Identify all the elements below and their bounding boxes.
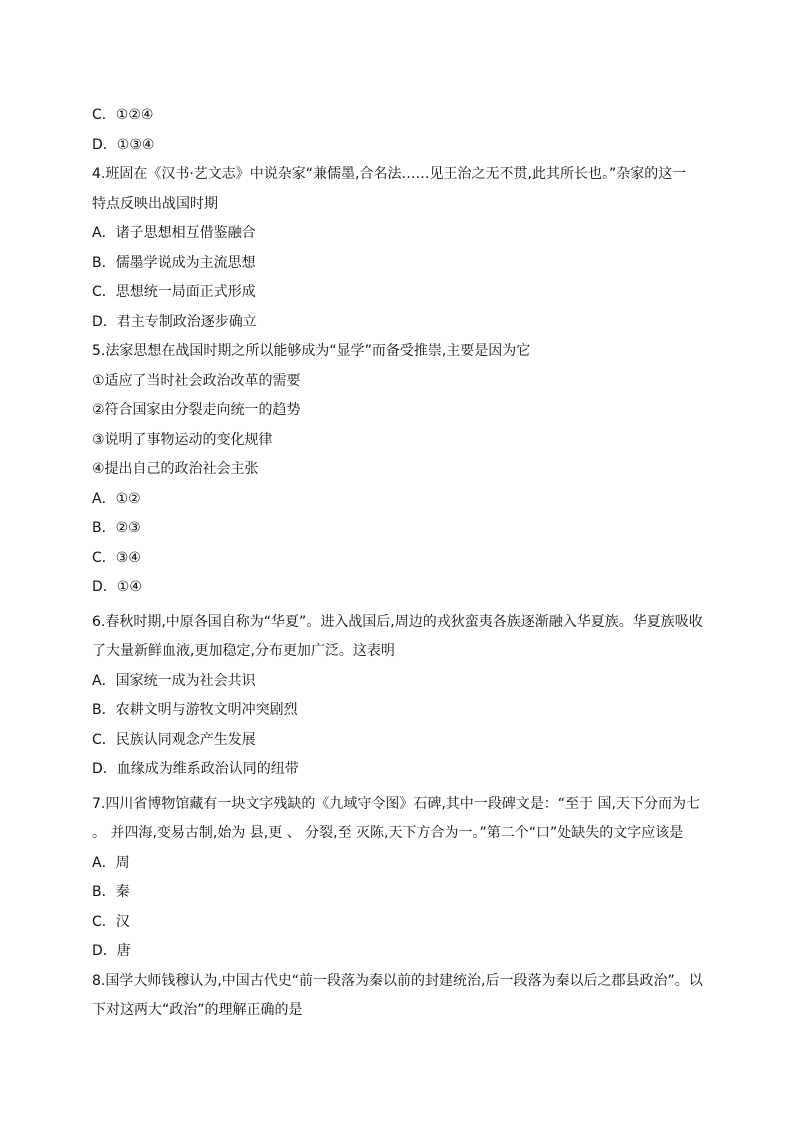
option-c: C．思想统一局面正式形成: [92, 284, 256, 300]
statement-4: ④提出自己的政治社会主张: [92, 461, 259, 477]
question-stem-line: 下对这两大“政治”的理解正确的是: [92, 1002, 303, 1018]
question-8: [92, 967, 702, 1026]
option-a: A．国家统一成为社会共识: [92, 672, 256, 689]
option-c: C．①②④: [92, 107, 154, 123]
statement-2: ②符合国家由分裂走向统一的趋势: [92, 402, 301, 418]
question-stem-line: 特点反映出战国时期: [92, 195, 218, 212]
option-d: D．唐: [92, 943, 131, 959]
question-stem-line: 了大量新鲜血液,更加稳定,分布更加广泛。这表明: [92, 643, 395, 659]
option-d: D．①③④: [92, 136, 155, 153]
statement-1: ①适应了当时社会政治改革的需要: [92, 372, 301, 389]
option-b: B．农耕文明与游牧文明冲突剧烈: [92, 702, 298, 718]
option-a: A．诸子思想相互借鉴融合: [92, 225, 256, 241]
question-7: [92, 790, 702, 967]
option-d: D．①④: [92, 579, 142, 595]
question-stem-line: 。 并四海,变易古制,始为 县,更 、 分裂,至 灭陈,天下方合为一。”第二个“口”处缺失的文字应该是: [92, 825, 684, 841]
question-stem-line: 5.法家思想在战国时期之所以能够成为“显学”而备受推崇,主要是因为它: [92, 343, 531, 359]
option-c: C．民族认同观念产生发展: [92, 731, 256, 748]
option-d: D．血缘成为维系政治认同的纽带: [92, 761, 299, 777]
option-a: A．①②: [92, 490, 141, 507]
option-b: B．儒墨学说成为主流思想: [92, 254, 256, 271]
question-stem-line: 7.四川省博物馆藏有一块文字残缺的《九域守令图》石碑,其中一段碑文是：“至于 国,天下分而为七: [92, 795, 700, 812]
option-b: B．秦: [92, 884, 130, 900]
question-stem-line: 6.春秋时期,中原各国自称为“华夏”。进入战国后,周边的戎狄蛮夷各族逐渐融入华夏族。华夏族吸收: [92, 613, 703, 630]
question-6: [92, 608, 702, 785]
prev-question-options: [92, 101, 702, 160]
question-5: [92, 337, 702, 603]
question-4: [92, 160, 702, 337]
statement-3: ③说明了事物运动的变化规律: [92, 431, 273, 448]
question-stem-line: 4.班固在《汉书·艺文志》中说杂家“兼儒墨,合名法……见王治之无不贯,此其所长也。”杂家的这一: [92, 166, 687, 182]
option-d: D．君主专制政治逐步确立: [92, 313, 257, 330]
option-a: A．周: [92, 854, 130, 871]
option-c: C．汉: [92, 913, 130, 930]
option-c: C．③④: [92, 549, 141, 566]
question-stem-line: 8.国学大师钱穆认为,中国古代史“前一段落为秦以前的封建统治,后一段落为秦以后之郡县政治”。以: [92, 972, 703, 989]
exam-page: [92, 101, 702, 1026]
option-b: B．②③: [92, 520, 141, 536]
